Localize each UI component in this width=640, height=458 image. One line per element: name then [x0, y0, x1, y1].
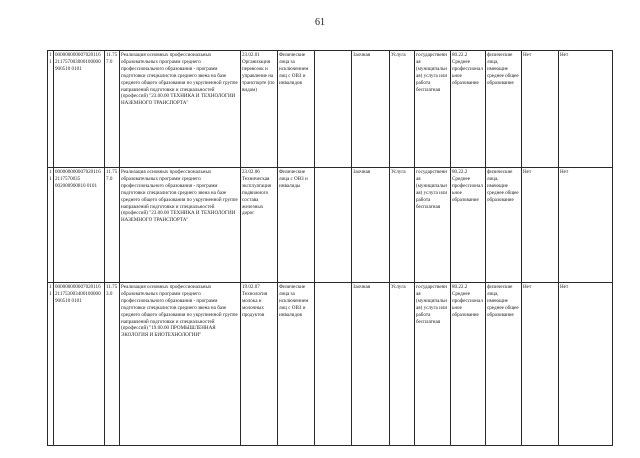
recipients: физические лица, имеющие среднее общее образование [486, 168, 522, 283]
consumer-category: Физические лица с ОВЗ и инвалиды [278, 168, 315, 283]
service-code: 11.753.0 [105, 283, 120, 446]
flag-cell-1: Нет [522, 51, 559, 168]
flag-cell-1: Нет [522, 283, 559, 446]
empty-cell [315, 283, 352, 446]
service-description: Реализация основных профессиональных образовательных программ среднего профессионального образования - программ подготовки специалистов среднего звена на базе среднего общего образования по укрупненной группе направлений подготовки и специальностей (профессий) "23.00.00 ТЕХНИКА И ТЕХНОЛОГИИ НАЗЕМНОГО ТРАНСПОРТА" [120, 168, 241, 283]
recipients: физические лица, имеющие среднее общее образование [486, 51, 522, 168]
service-description: Реализация основных профессиональных образовательных программ среднего профессионального образования - программ подготовки специалистов среднего звена на базе среднего общего образования по укрупненной группе направлений подготовки и специальностей (профессий) "23.00.00 ТЕХНИКА И ТЕХНОЛОГИИ НАЗЕМНОГО ТРАНСПОРТА" [120, 51, 241, 168]
row-number: 11 [48, 283, 54, 446]
service-type: Услуга [390, 283, 415, 446]
service-type: Услуга [390, 168, 415, 283]
service-code: 11.757.0 [105, 51, 120, 168]
row-number: 11 [48, 168, 54, 283]
table-row [48, 51, 613, 168]
flag-cell-2: Нет [559, 51, 613, 168]
empty-cell [315, 168, 352, 283]
page-number: 61 [315, 17, 325, 28]
registry-code: 000000000007020116211757003000100000900510 0101 [54, 51, 105, 168]
consumer-category: Физические лица за исключением лиц с ОВЗ и инвалидов [278, 283, 315, 446]
flag-cell-2: Нет [559, 168, 613, 283]
payment-status: государственная (муниципальная) услуга или работа бесплатная [415, 283, 451, 446]
okved-code: 80.22.2 Среднее профессиональное образование [451, 51, 486, 168]
specialty: 19.02.07 Технология молока и молочных продуктов [241, 283, 278, 446]
registry-code: 0000000000070201162117570035 002000900810 0101 [54, 168, 105, 283]
service-description: Реализация основных профессиональных образовательных программ среднего профессионального образования - программ подготовки специалистов среднего звена на базе среднего общего образования по укрупненной группе направлений подготовки и специальностей (профессий) "19.00.00 ПРОМЫШЛЕННАЯ ЭКОЛОГИЯ И БИОТЕХНОЛОГИИ" [120, 283, 241, 446]
okved-code: 80.22.2 Среднее профессиональное образование [451, 168, 486, 283]
service-type: Услуга [390, 51, 415, 168]
consumer-category: Физические лица за исключением лиц с ОВЗ и инвалидов [278, 51, 315, 168]
table-row [48, 283, 613, 446]
study-form: Заочная [352, 51, 390, 168]
okved-code: 80.22.2 Среднее профессиональное образование [451, 283, 486, 446]
table-row [48, 168, 613, 283]
empty-cell [315, 51, 352, 168]
study-form: Заочная [352, 168, 390, 283]
study-form: Заочная [352, 283, 390, 446]
services-registry-table [47, 50, 613, 446]
service-code: 11.757.0 [105, 168, 120, 283]
flag-cell-1: Нет [522, 168, 559, 283]
flag-cell-2: Нет [559, 283, 613, 446]
specialty: 23.02.06 Техническая эксплуатация подвижного состава железных дорог [241, 168, 278, 283]
specialty: 23.02.01 Организация перевозок и управление на транспорте (по видам) [241, 51, 278, 168]
row-number: 11 [48, 51, 54, 168]
registry-code: 000000000007020116211753003400100000900510 0101 [54, 283, 105, 446]
recipients: физические лица, имеющие среднее общее образование [486, 283, 522, 446]
payment-status: государственная (муниципальная) услуга или работа бесплатная [415, 51, 451, 168]
payment-status: государственная (муниципальная) услуга или работа бесплатная [415, 168, 451, 283]
